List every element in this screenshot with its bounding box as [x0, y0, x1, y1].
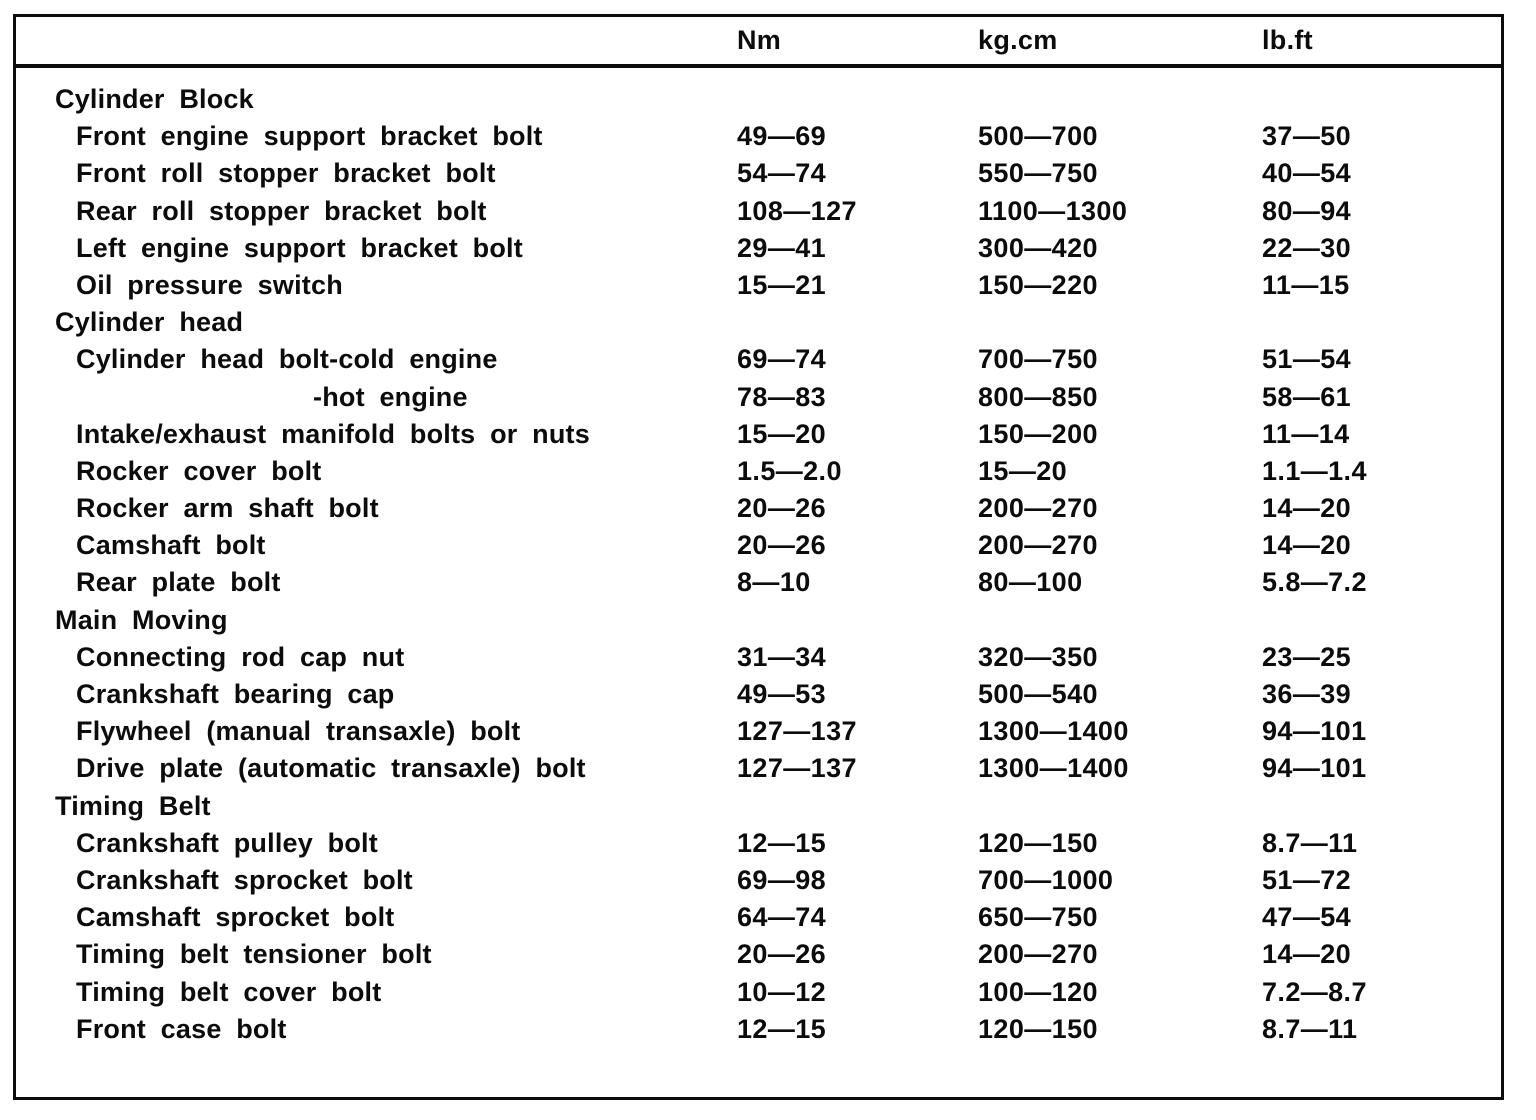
table-row [16, 193, 1501, 230]
section-row [16, 788, 1501, 825]
spec-value-kgcm: 700—750 [978, 344, 1098, 375]
column-header-lbft: lb.ft [1262, 25, 1313, 55]
spec-value-nm: 78—83 [737, 381, 827, 412]
section-label: Main Moving [55, 604, 228, 635]
spec-value-lbft: 47—54 [1262, 902, 1352, 933]
column-header-nm: Nm [737, 25, 782, 55]
section-row [16, 81, 1501, 118]
spec-value-lbft: 94—101 [1262, 753, 1367, 784]
spec-label: Timing belt tensioner bolt [76, 939, 432, 970]
spec-label: Camshaft bolt [76, 530, 266, 561]
table-row [16, 825, 1501, 862]
spec-value-lbft: 5.8—7.2 [1262, 567, 1367, 598]
spec-value-nm: 127—137 [737, 716, 857, 747]
spec-label: Front case bolt [76, 1013, 287, 1044]
spec-value-kgcm: 200—270 [978, 939, 1098, 970]
spec-value-kgcm: 200—270 [978, 530, 1098, 561]
table-row [16, 379, 1501, 416]
table-row [16, 974, 1501, 1011]
table-row [16, 416, 1501, 453]
table-row [16, 155, 1501, 192]
spec-label: Oil pressure switch [76, 269, 343, 300]
table-row [16, 750, 1501, 787]
spec-label: Left engine support bracket bolt [76, 232, 523, 263]
spec-value-kgcm: 700—1000 [978, 864, 1114, 895]
spec-label: Drive plate (automatic transaxle) bolt [76, 753, 586, 784]
spec-label: Front engine support bracket bolt [76, 121, 543, 152]
spec-label: Crankshaft pulley bolt [76, 827, 378, 858]
spec-value-kgcm: 150—220 [978, 269, 1098, 300]
spec-value-kgcm: 550—750 [978, 158, 1098, 189]
table-row [16, 230, 1501, 267]
table-row [16, 639, 1501, 676]
table-row [16, 713, 1501, 750]
section-row [16, 304, 1501, 341]
table-row [16, 341, 1501, 378]
spec-value-nm: 69—98 [737, 864, 827, 895]
spec-value-lbft: 58—61 [1262, 381, 1352, 412]
spec-value-kgcm: 320—350 [978, 641, 1098, 672]
spec-value-kgcm: 1300—1400 [978, 753, 1129, 784]
spec-value-nm: 69—74 [737, 344, 827, 375]
spec-value-nm: 49—53 [737, 679, 827, 709]
spec-label: Rear roll stopper bracket bolt [76, 195, 487, 226]
spec-value-nm: 20—26 [737, 939, 827, 970]
spec-value-lbft: 51—54 [1262, 344, 1352, 375]
section-label: Cylinder Block [55, 84, 254, 114]
spec-value-nm: 127—137 [737, 753, 857, 784]
spec-value-nm: 20—26 [737, 493, 827, 524]
spec-label: Flywheel (manual transaxle) bolt [76, 716, 521, 747]
spec-value-nm: 20—26 [737, 530, 827, 561]
spec-value-lbft: 1.1—1.4 [1262, 455, 1367, 486]
spec-label: Rocker cover bolt [76, 455, 322, 486]
spec-value-kgcm: 1300—1400 [978, 716, 1129, 747]
table-row [16, 490, 1501, 527]
spec-label: Crankshaft sprocket bolt [76, 864, 413, 895]
spec-value-lbft: 14—20 [1262, 493, 1352, 524]
table-row [16, 936, 1501, 973]
spec-value-nm: 8—10 [737, 567, 811, 598]
table-row [16, 527, 1501, 564]
spec-label: Connecting rod cap nut [76, 641, 405, 672]
spec-label: Intake/exhaust manifold bolts or nuts [76, 418, 590, 449]
spec-value-nm: 29—41 [737, 232, 827, 263]
table-row [16, 1011, 1501, 1048]
spec-label: -hot engine [313, 381, 468, 412]
spec-value-nm: 12—15 [737, 827, 827, 858]
spec-value-lbft: 14—20 [1262, 939, 1352, 970]
spec-label: Front roll stopper bracket bolt [76, 158, 496, 189]
spec-value-nm: 64—74 [737, 902, 827, 933]
spec-value-lbft: 14—20 [1262, 530, 1352, 561]
spec-value-nm: 49—69 [737, 121, 827, 152]
spec-label: Cylinder head bolt-cold engine [76, 344, 498, 375]
spec-label: Crankshaft bearing cap [76, 679, 395, 709]
spec-value-kgcm: 500—700 [978, 121, 1098, 152]
table-row [16, 453, 1501, 490]
spec-value-kgcm: 120—150 [978, 1013, 1098, 1044]
spec-value-lbft: 11—14 [1262, 418, 1350, 449]
spec-label: Rocker arm shaft bolt [76, 493, 379, 524]
spec-value-kgcm: 200—270 [978, 493, 1098, 524]
spec-label: Rear plate bolt [76, 567, 281, 598]
spec-value-kgcm: 15—20 [978, 455, 1068, 486]
spec-value-kgcm: 500—540 [978, 679, 1098, 709]
spec-label: Camshaft sprocket bolt [76, 902, 395, 933]
spec-value-kgcm: 100—120 [978, 976, 1098, 1007]
spec-value-nm: 108—127 [737, 195, 857, 226]
spec-value-nm: 54—74 [737, 158, 827, 189]
spec-value-lbft: 94—101 [1262, 716, 1367, 747]
spec-value-kgcm: 150—200 [978, 418, 1098, 449]
spec-value-lbft: 8.7—11 [1262, 827, 1358, 858]
section-label: Timing Belt [55, 790, 211, 821]
spec-value-nm: 15—20 [737, 418, 827, 449]
column-header-kgcm: kg.cm [978, 25, 1058, 55]
spec-value-nm: 12—15 [737, 1013, 827, 1044]
section-row [16, 602, 1501, 639]
table-row [16, 118, 1501, 155]
spec-value-lbft: 51—72 [1262, 864, 1352, 895]
spec-value-kgcm: 650—750 [978, 902, 1098, 933]
table-body [16, 68, 1501, 1048]
spec-value-lbft: 11—15 [1262, 269, 1350, 300]
table-row [16, 267, 1501, 304]
table-row [16, 899, 1501, 936]
spec-value-kgcm: 120—150 [978, 827, 1098, 858]
table-header-row [16, 17, 1501, 68]
spec-value-lbft: 23—25 [1262, 641, 1352, 672]
spec-label: Timing belt cover bolt [76, 976, 382, 1007]
table-row [16, 862, 1501, 899]
spec-value-lbft: 40—54 [1262, 158, 1352, 189]
spec-value-kgcm: 800—850 [978, 381, 1098, 412]
spec-value-nm: 10—12 [737, 976, 827, 1007]
spec-value-kgcm: 1100—1300 [978, 195, 1128, 226]
spec-value-lbft: 22—30 [1262, 232, 1352, 263]
table-row [16, 676, 1501, 713]
spec-value-lbft: 8.7—11 [1262, 1013, 1358, 1044]
spec-value-lbft: 37—50 [1262, 121, 1352, 152]
spec-value-nm: 31—34 [737, 641, 827, 672]
spec-value-lbft: 36—39 [1262, 679, 1352, 709]
spec-value-kgcm: 80—100 [978, 567, 1083, 598]
spec-value-kgcm: 300—420 [978, 232, 1098, 263]
section-label: Cylinder head [55, 307, 244, 338]
table-row [16, 564, 1501, 601]
spec-value-nm: 15—21 [737, 269, 827, 300]
spec-value-nm: 1.5—2.0 [737, 455, 842, 486]
spec-value-lbft: 80—94 [1262, 195, 1352, 226]
spec-value-lbft: 7.2—8.7 [1262, 976, 1367, 1007]
torque-spec-table [13, 14, 1504, 1100]
